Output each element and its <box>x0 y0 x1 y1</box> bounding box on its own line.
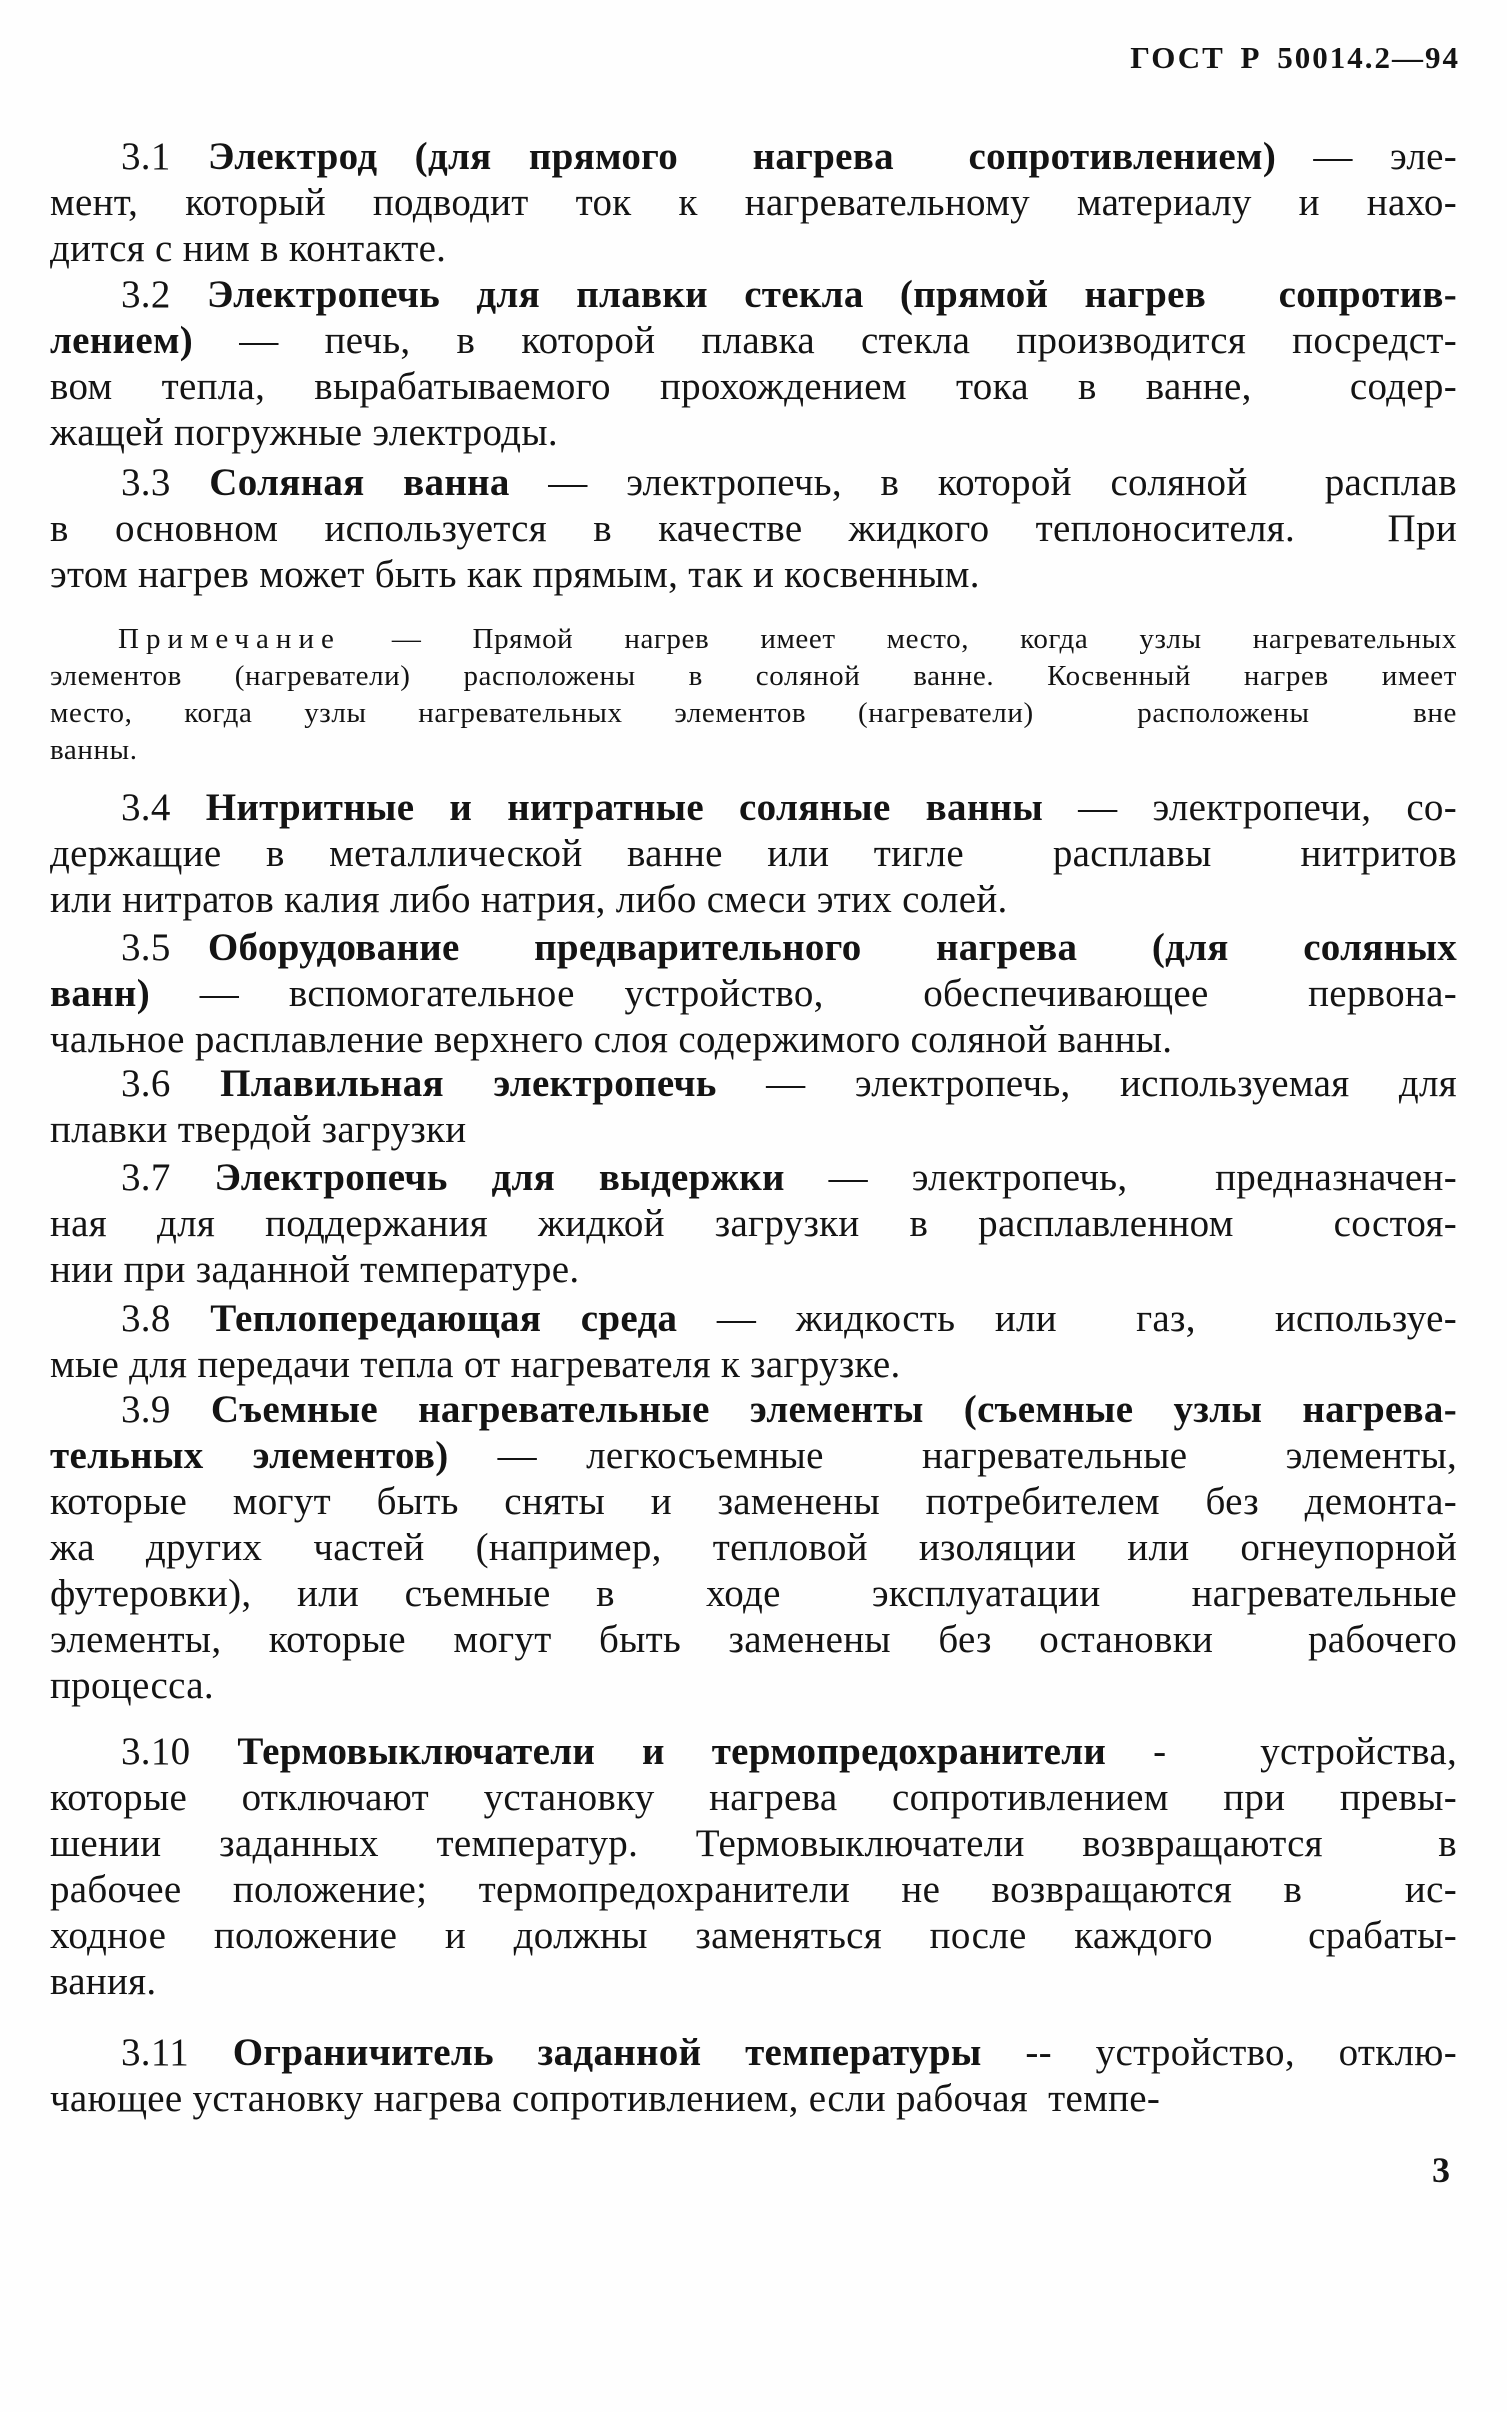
term-title: лением) <box>50 319 194 362</box>
text-line <box>50 877 1457 923</box>
page-number: 3 <box>1432 2150 1450 2190</box>
text-line <box>50 1433 1457 1479</box>
body-text: 3.10 <box>121 1730 238 1773</box>
body-text: чающее установку нагрева сопротивлением, если рабочая темпе- <box>50 2077 1161 2120</box>
body-text: жащей погружные электроды. <box>50 411 558 454</box>
body-text: ванны. <box>50 734 138 766</box>
text-line <box>50 1729 1457 1775</box>
body-text: шении заданных температур. Термовыключатели возвращаются в <box>50 1822 1457 1865</box>
text-line <box>50 1617 1457 1663</box>
text-line <box>50 460 1457 506</box>
body-text: жа других частей (например, тепловой изоляции или огнеупорной <box>50 1526 1457 1569</box>
text-line <box>50 1571 1457 1617</box>
body-text: которые отключают установку нагрева сопротивлением при превы- <box>50 1776 1457 1819</box>
text-line <box>50 621 1457 658</box>
term-3-3-salt-bath <box>50 460 1457 598</box>
text-line <box>50 1913 1457 1959</box>
body-text: 3.4 <box>121 786 206 829</box>
body-text: 3.1 <box>121 135 208 178</box>
text-line <box>50 1959 1457 2005</box>
text-line <box>50 732 1457 769</box>
body-text: — жидкость или газ, используе- <box>677 1297 1457 1340</box>
text-line <box>50 1775 1457 1821</box>
text-line <box>50 1247 1457 1293</box>
term-title: Оборудование предварительного нагрева (для соляных <box>207 926 1457 969</box>
term-3-10-thermal-cutouts <box>50 1729 1457 2005</box>
text-line <box>50 831 1457 877</box>
text-line <box>50 658 1457 695</box>
body-text: нии при заданной температуре. <box>50 1248 580 1291</box>
text-line <box>50 1017 1457 1063</box>
body-text: 3.2 <box>121 273 207 316</box>
term-title: Электропечь для выдержки <box>214 1156 785 1199</box>
text-line <box>50 506 1457 552</box>
body-text: 3.5 <box>121 926 208 969</box>
term-3-6-melting-furnace <box>50 1061 1457 1153</box>
term-title: Электрод (для прямого нагрева сопротивлением) <box>207 135 1277 178</box>
body-text: 3.11 <box>121 2031 233 2074</box>
text-line <box>50 2076 1457 2122</box>
body-text: или нитратов калия либо натрия, либо смеси этих солей. <box>50 878 1008 921</box>
body-text: мые для передачи тепла от нагревателя к загрузке. <box>50 1343 901 1386</box>
term-title: Соляная ванна <box>209 461 510 504</box>
text-line <box>50 1821 1457 1867</box>
body-text: 3.8 <box>121 1297 211 1340</box>
body-text: — вспомогательное устройство, обеспечивающее первона- <box>150 972 1457 1015</box>
body-text: дится с ним в контакте. <box>50 227 447 270</box>
text-line <box>50 552 1457 598</box>
text-line <box>50 1061 1457 1107</box>
body-text: рабочее положение; термопредохранители не возвращаются в ис- <box>50 1868 1457 1911</box>
text-line <box>50 1155 1457 1201</box>
text-line <box>50 1201 1457 1247</box>
body-text: вом тепла, вырабатываемого прохождением тока в ванне, содер- <box>50 365 1457 408</box>
text-line <box>50 272 1457 318</box>
body-text: — электропечь, используемая для <box>716 1062 1458 1105</box>
text-line <box>50 364 1457 410</box>
body-text: ная для поддержания жидкой загрузки в расплавленном состоя- <box>50 1202 1457 1245</box>
body-text: место, когда узлы нагревательных элементов (нагреватели) расположены вне <box>50 697 1457 729</box>
text-line <box>50 1387 1457 1433</box>
text-line <box>50 1479 1457 1525</box>
body-text: мент, который подводит ток к нагревательному материалу и нахо- <box>50 181 1457 224</box>
text-line <box>50 925 1457 971</box>
body-text: -- устройство, отклю- <box>981 2031 1457 2074</box>
body-text: футеровки), или съемные в ходе эксплуатации нагревательные <box>50 1572 1457 1615</box>
body-text: держащие в металлической ванне или тигле расплавы нитритов <box>50 832 1457 875</box>
text-line <box>50 1867 1457 1913</box>
standard-code-header: ГОСТ Р 50014.2—94 <box>1130 40 1460 75</box>
term-3-4-nitrite-nitrate-salt-baths <box>50 785 1457 923</box>
text-line <box>50 318 1457 364</box>
term-title: Ограничитель заданной температуры <box>232 2031 982 2074</box>
text-line <box>50 971 1457 1017</box>
term-title: Съемные нагревательные элементы (съемные узлы нагрева- <box>210 1388 1457 1431</box>
body-text: которые могут быть сняты и заменены потребителем без демонта- <box>50 1480 1457 1523</box>
text-line <box>50 1296 1457 1342</box>
text-line <box>50 1663 1457 1709</box>
text-line <box>50 695 1457 732</box>
body-text: — эле- <box>1276 135 1457 178</box>
term-title: Плавильная электропечь <box>220 1062 717 1105</box>
text-line <box>50 2030 1457 2076</box>
term-3-5-preheating-equipment <box>50 925 1457 1063</box>
term-3-9-removable-heating-elements <box>50 1387 1457 1709</box>
term-3-11-temperature-limiter <box>50 2030 1457 2122</box>
note-label: Примечание <box>118 623 341 655</box>
note-block <box>50 621 1457 769</box>
body-text: — электропечь, предназначен- <box>784 1156 1457 1199</box>
body-text: плавки твердой загрузки <box>50 1108 467 1151</box>
body-text: чальное расплавление верхнего слоя содержимого соляной ванны. <box>50 1018 1173 1061</box>
text-line <box>50 180 1457 226</box>
text-line <box>50 410 1457 456</box>
body-text: этом нагрев может быть как прямым, так и косвенным. <box>50 553 980 596</box>
body-text: — Прямой нагрев имеет место, когда узлы нагревательных <box>340 623 1457 655</box>
body-text: — легкосъемные нагревательные элементы, <box>448 1434 1457 1477</box>
text-line <box>50 1525 1457 1571</box>
term-title: Нитритные и нитратные соляные ванны <box>205 786 1044 829</box>
term-3-1-electrode <box>50 134 1457 272</box>
text-line <box>50 134 1457 180</box>
text-line <box>50 1107 1457 1153</box>
term-title: Термовыключатели и термопредохранители <box>237 1730 1107 1773</box>
body-text: - устройства, <box>1106 1730 1457 1773</box>
term-3-8-heat-transfer-medium <box>50 1296 1457 1388</box>
body-text: элементы, которые могут быть заменены без остановки рабочего <box>50 1618 1457 1661</box>
text-line <box>50 785 1457 831</box>
term-title: Теплопередающая среда <box>210 1297 678 1340</box>
body-text: 3.6 <box>121 1062 221 1105</box>
body-text: в основном используется в качестве жидкого теплоносителя. При <box>50 507 1457 550</box>
text-line <box>50 226 1457 272</box>
text-line <box>50 1342 1457 1388</box>
body-text: вания. <box>50 1960 157 2003</box>
term-3-2-glass-melting-furnace <box>50 272 1457 456</box>
body-text: элементов (нагреватели) расположены в соляной ванне. Косвенный нагрев имеет <box>50 660 1457 692</box>
body-text: 3.9 <box>121 1388 211 1431</box>
body-text: — электропечи, со- <box>1043 786 1458 829</box>
body-text: — электропечь, в которой соляной расплав <box>509 461 1457 504</box>
term-title: Электропечь для плавки стекла (прямой нагрев сопротив- <box>206 273 1457 316</box>
term-title: тельных элементов) <box>50 1434 449 1477</box>
body-text: 3.3 <box>121 461 210 504</box>
body-text: — печь, в которой плавка стекла производится посредст- <box>193 319 1457 362</box>
body-text: процесса. <box>50 1664 214 1707</box>
term-title: ванн) <box>50 972 150 1015</box>
body-text: 3.7 <box>121 1156 215 1199</box>
term-3-7-holding-furnace <box>50 1155 1457 1293</box>
body-text: ходное положение и должны заменяться после каждого срабаты- <box>50 1914 1457 1957</box>
